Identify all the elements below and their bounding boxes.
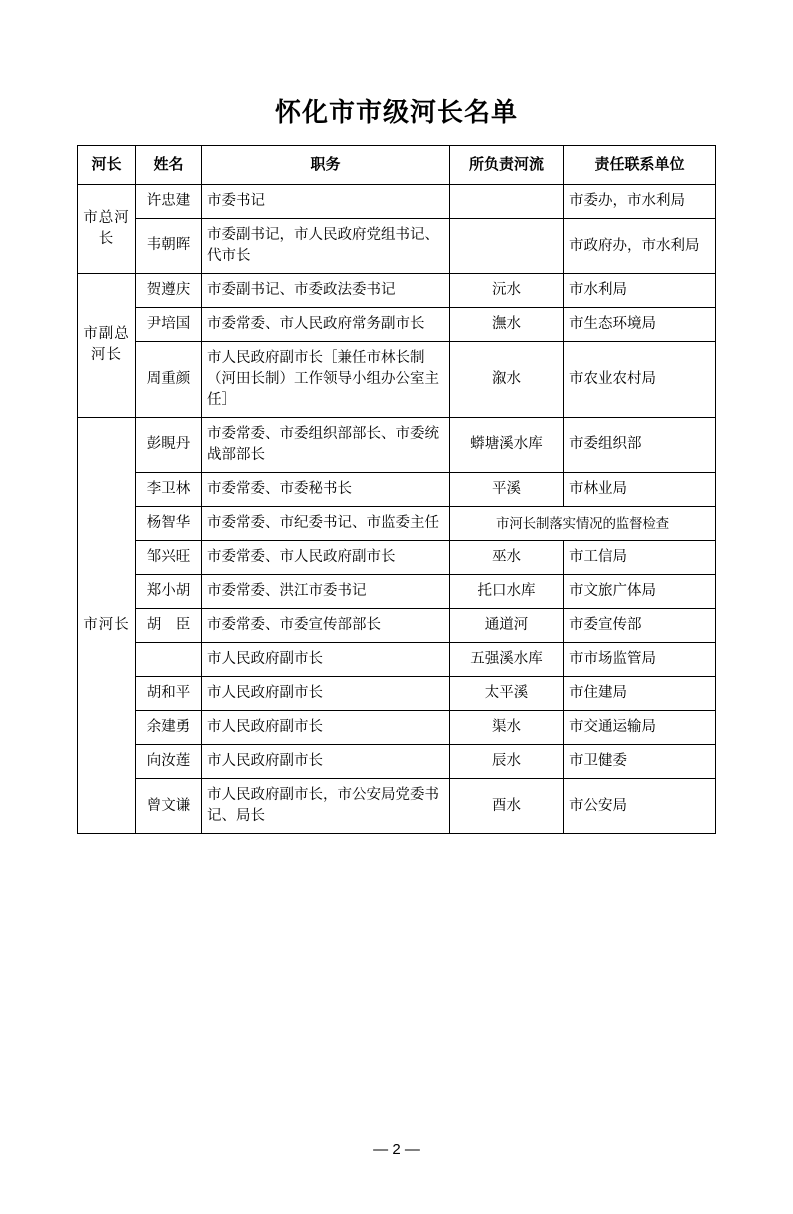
cell-unit: 市工信局: [564, 540, 716, 574]
table-row: [78, 472, 716, 506]
cell-name: 尹培国: [136, 307, 202, 341]
cell-unit: 市交通运输局: [564, 711, 716, 745]
table-row: [78, 574, 716, 608]
table-row: [78, 417, 716, 472]
cell-name: 余建勇: [136, 711, 202, 745]
cell-river: 潕水: [450, 307, 564, 341]
cell-post: 市委常委、市纪委书记、市监委主任: [202, 506, 450, 540]
column-header-unit: 责任联系单位: [564, 146, 716, 185]
cell-unit: 市委组织部: [564, 417, 716, 472]
table-header: [78, 146, 716, 185]
column-header-post: 职务: [202, 146, 450, 185]
column-header-group: 河长: [78, 146, 136, 185]
table-row: [78, 341, 716, 417]
cell-name: 周重颜: [136, 341, 202, 417]
table-row: [78, 506, 716, 540]
cell-name: 胡 臣: [136, 608, 202, 642]
cell-unit: 市政府办，市水利局: [564, 218, 716, 273]
column-header-name: 姓名: [136, 146, 202, 185]
group-label-deputy-total: 市副总河长: [78, 273, 136, 417]
cell-unit: 市住建局: [564, 677, 716, 711]
cell-name: 韦朝晖: [136, 218, 202, 273]
cell-river: 市河长制落实情况的监督检查: [450, 506, 716, 540]
cell-name: 彭睍丹: [136, 417, 202, 472]
table-row: [78, 677, 716, 711]
page-number: — 2 —: [373, 1141, 420, 1158]
document-page: [0, 92, 793, 1214]
cell-post: 市委副书记，市人民政府党组书记、代市长: [202, 218, 450, 273]
cell-river: 巫水: [450, 540, 564, 574]
cell-river: 沅水: [450, 273, 564, 307]
cell-name: 杨智华: [136, 506, 202, 540]
cell-unit: 市公安局: [564, 779, 716, 834]
cell-post: 市人民政府副市长［兼任市林长制（河田长制）工作领导小组办公室主任］: [202, 341, 450, 417]
cell-river: 渠水: [450, 711, 564, 745]
cell-name: 许忠建: [136, 184, 202, 218]
cell-name: 贺遵庆: [136, 273, 202, 307]
cell-unit: 市农业农村局: [564, 341, 716, 417]
cell-name: 李卫林: [136, 472, 202, 506]
table-row: [78, 711, 716, 745]
cell-name: 胡和平: [136, 677, 202, 711]
cell-unit: 市文旅广体局: [564, 574, 716, 608]
table-row: [78, 779, 716, 834]
cell-post: 市委常委、市委组织部部长、市委统战部部长: [202, 417, 450, 472]
column-header-river: 所负责河流: [450, 146, 564, 185]
group-label-total: 市总河长: [78, 184, 136, 273]
table-row: [78, 745, 716, 779]
cell-river: [450, 184, 564, 218]
cell-river: 蟒塘溪水库: [450, 417, 564, 472]
cell-post: 市委常委、市人民政府常务副市长: [202, 307, 450, 341]
table-row: [78, 642, 716, 676]
cell-unit: 市委办，市水利局: [564, 184, 716, 218]
table-row: [78, 218, 716, 273]
cell-river: 五强溪水库: [450, 642, 564, 676]
cell-post: 市委副书记、市委政法委书记: [202, 273, 450, 307]
cell-river: 辰水: [450, 745, 564, 779]
cell-name: 向汝莲: [136, 745, 202, 779]
cell-river: 托口水库: [450, 574, 564, 608]
table-header-row: [78, 146, 716, 185]
cell-name: [136, 642, 202, 676]
cell-unit: 市水利局: [564, 273, 716, 307]
cell-unit: 市林业局: [564, 472, 716, 506]
cell-name: 郑小胡: [136, 574, 202, 608]
cell-post: 市人民政府副市长: [202, 642, 450, 676]
cell-post: 市委常委、市委宣传部部长: [202, 608, 450, 642]
cell-post: 市委常委、洪江市委书记: [202, 574, 450, 608]
cell-river: 通道河: [450, 608, 564, 642]
cell-river: [450, 218, 564, 273]
cell-unit: 市生态环境局: [564, 307, 716, 341]
table-row: [78, 273, 716, 307]
cell-unit: 市市场监管局: [564, 642, 716, 676]
page-title: 怀化市市级河长名单: [274, 97, 518, 127]
table-row: [78, 184, 716, 218]
cell-post: 市委常委、市委秘书长: [202, 472, 450, 506]
group-label-city-chief: 市河长: [78, 417, 136, 833]
cell-name: 邹兴旺: [136, 540, 202, 574]
cell-post: 市人民政府副市长: [202, 745, 450, 779]
cell-post: 市人民政府副市长: [202, 711, 450, 745]
cell-river: 太平溪: [450, 677, 564, 711]
cell-post: 市人民政府副市长: [202, 677, 450, 711]
cell-river: 平溪: [450, 472, 564, 506]
table-body: [78, 184, 716, 833]
cell-post: 市人民政府副市长，市公安局党委书记、局长: [202, 779, 450, 834]
cell-post: 市委常委、市人民政府副市长: [202, 540, 450, 574]
river-chief-table: [77, 145, 716, 834]
cell-name: 曾文谦: [136, 779, 202, 834]
cell-unit: 市卫健委: [564, 745, 716, 779]
table-row: [78, 608, 716, 642]
cell-post: 市委书记: [202, 184, 450, 218]
cell-river: 溆水: [450, 341, 564, 417]
table-row: [78, 540, 716, 574]
cell-unit: 市委宣传部: [564, 608, 716, 642]
table-row: [78, 307, 716, 341]
cell-river: 酉水: [450, 779, 564, 834]
